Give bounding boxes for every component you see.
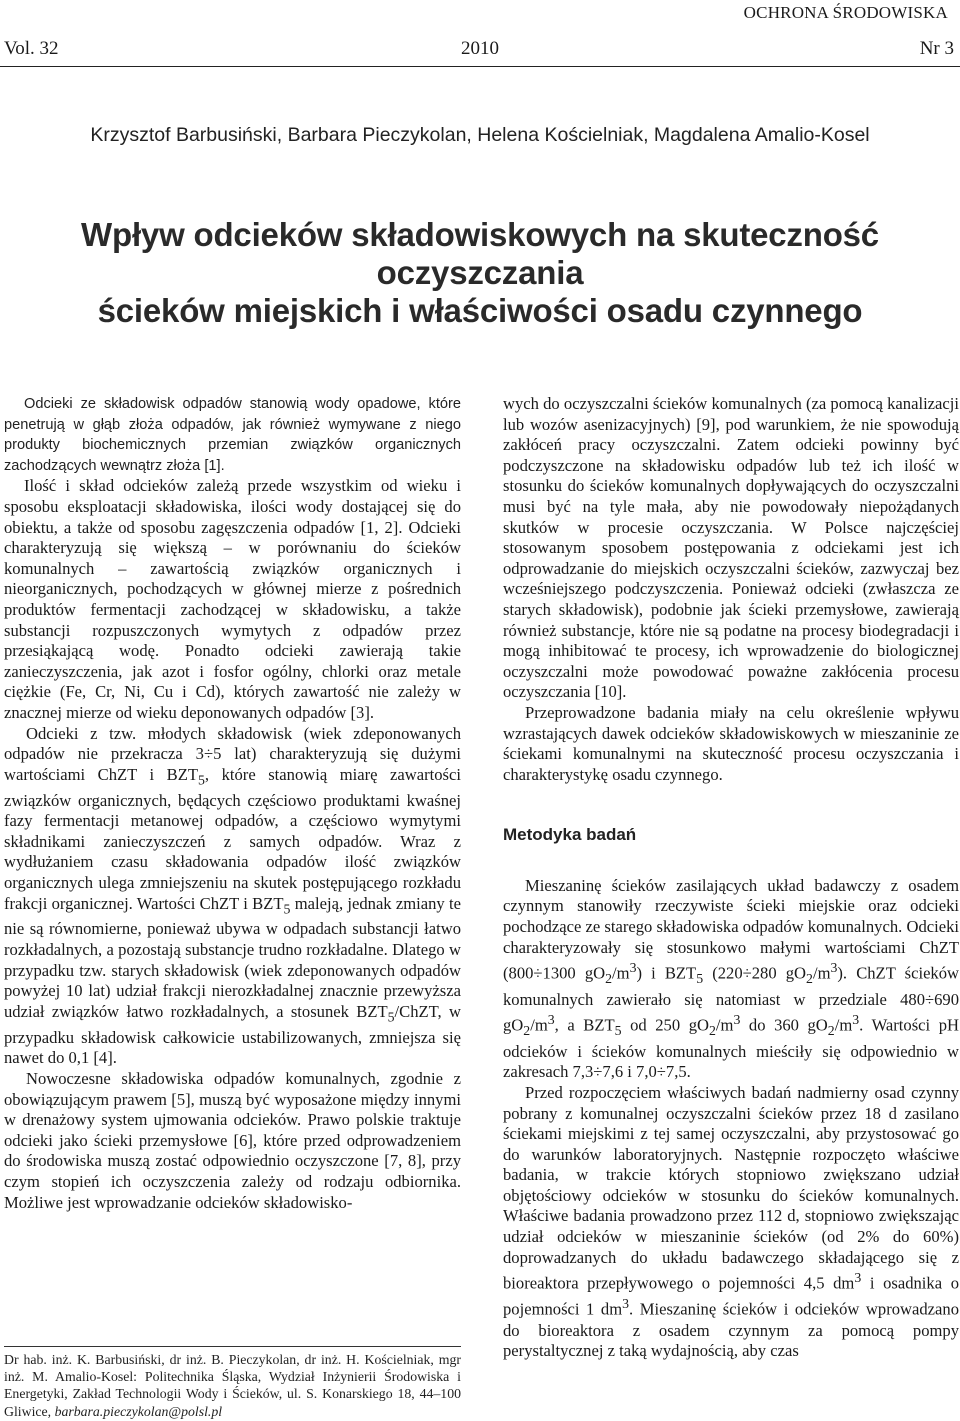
journal-name: OCHRONA ŚRODOWISKA [743,3,948,22]
section-heading: Metodyka badań [503,825,637,845]
volume-label: Vol. 32 [4,38,59,59]
paragraph: Przeprowadzone badania miały na celu określenie wpływu wzrastających dawek odcieków składowiskowych w mieszaninie ze ściekami komunalnymi na skuteczność procesu oczyszczania i charakterystykę osadu czynnego. [503,702,959,784]
year-label: 2010 [461,38,499,59]
issue-line [0,38,960,62]
issue-number: Nr 3 [919,38,954,59]
title-line-2: ścieków miejskich i właściwości osadu czynnego [97,292,863,329]
title-line-1: Wpływ odcieków składowiskowych na skuteczność oczyszczania [81,216,879,291]
paragraph: wych do oczyszczalni ścieków komunalnych (za pomocą kanalizacji lub wozów asenizacyjnych) [9], pod warunkiem, że nie spowodują zakłóceń pracy oczyszczalni. Zatem odcieki powinny być podczyszczone na składowisku odpadów lub też ich ilość w stosunku do ścieków komunalnych dopływających do oczyszczalni musi być na tyle mała, aby nie powodowały niepożądanych skutków w procesie oczyszczania. W Polsce najczęściej stosowanym sposobem postępowania z odciekami jest ich odprowadzanie do miejskich oczyszczalni ścieków, zazwyczaj bez wcześniejszego podczyszczenia. Ponieważ odcieki (zwłaszcza ze starych składowisk), podobnie jak ścieki przemysłowe, zawierają również substancje, które nie są podatne na procesy biodegradacji i mogą inhibitować te procesy, ich wprowadzenie do biologicznej oczyszczalni może powodować poważne zakłócenia procesu oczyszczania [10]. [503,394,959,702]
authors: Krzysztof Barbusiński, Barbara Pieczykolan, Helena Kościelniak, Magdalena Amalio-Kosel [90,124,870,146]
paragraph: Ilość i skład odcieków zależą przede wszystkim od wieku i sposobu eksploatacji składowiska, ilości wody dostającej się do obiektu, a także od sposobu zagęszczenia odpadów [1, 2]. Odcieki charakteryzują się większą – w porównaniu do ścieków komunalnych – zawartością związków organicznych i nieorganicznych, pochodzących w głównej mierze z pośrednich produktów fermentacji zachodzącej w składowisku, a także substancji rozpuszczonych wymytych z odpadów przez przesiąkającą wodę. Ponadto odcieki zawierają takie zanieczyszczenia, jak azot i fosfor ogólny, chlorki oraz metale ciężkie (Fe, Cr, Ni, Cu i Cd), których zawartość nie zależy w znacznej mierze od wieku deponowanych odpadów [3]. [4,476,461,722]
article-title [0,216,960,330]
paragraph: Mieszaninę ścieków zasilających układ badawczy z osadem czynnym stanowiły rzeczywiste ścieki miejskie oraz odcieki pochodzące ze starego składowiska odpadów komunalnych. Odcieki charakteryzowały się stosunkowo małymi wartościami ChZT (800÷1300 $gO_2/m^3$) i $BZT_5$ (220÷280 $gO_2/m^3$). ChZT ścieków komunalnych zawierało się natomiast w przedziale 480÷690 $gO_2/m^3$, a $BZT_5$ od 250 $gO_2/m^3$ do 360 $gO_2/m^3$. Wartości pH odcieków i ścieków komunalnych mieściły się odpowiednio w zakresach 7,3÷7,6 i 7,0÷7,5. [503,875,960,1082]
paragraph: Przed rozpoczęciem właściwych badań nadmierny osad czynny pobrany z komunalnej oczyszczalni ścieków przez 18 d zasilano ściekami miejskimi z tej samej oczyszczalni, aby przystosować go do warunków laboratoryjnych. Następnie rozpoczęto właściwe badania, w trakcie których stopniowo zwiększano udział objętościowy odcieków w stosunku do ścieków komunalnych. Właściwe badania prowadzono przez 112 d, stopniowo zwiększając udział odcieków w mieszaninie ścieków (od 2% do 60%) doprowadzanych do układu badawczego składającego się z bioreaktora przepływowego o pojemności 4,5 $dm^3$ i osadnika o pojemności 1 $dm^3$. Mieszaninę ścieków i odcieków wprowadzano do bioreaktora z osadem czynnym za pomocą pompy perystaltycznej z taką wydajnością, aby czas [503,1082,959,1361]
footnote-rule [4,1346,461,1347]
paragraph: Odcieki z tzw. młodych składowisk (wiek zdeponowanych odpadów nie przekracza 3÷5 lat) charakteryzują się dużymi wartościami ChZT i $BZT_5$, które stanowią miarę zawartości związków organicznych, będących częściowo produktami kwaśnej fazy fermentacji metanowej odpadów, a częściowo wymytymi składnikami zanieczyszczeń z samych odpadów. Wraz z wydłużaniem czasu składowania odpadów ilość związków organicznych ulega zmniejszeniu na skutek postępującego rozkładu frakcji organicznej. Wartości ChZT i $BZT_5$ maleją, jednak zmiany te nie są równomierne, ponieważ ubywa w odpadach substancji łatwo rozkładalnych, a pozostają substancje trudno rozkładalne. Dlatego w przypadku tzw. starych składowisk (wiek zdeponowanych odpadów powyżej 10 lat) udział frakcji nierozkładalnej znacznie przewyższa udział związków łatwo rozkładalnych, a stosunek $BZT_5$/ChZT, w przypadku składowisk całkowicie ustabilizowanych, zmniejsza się nawet do 0,1 [4]. [4,723,461,1068]
left-column [4,394,461,1213]
author-affiliation-footnote: Dr hab. inż. K. Barbusiński, dr inż. B. Pieczykolan, dr inż. H. Kościelniak, mgr inż. M. Amalio-Kosel: Politechnika Śląska, Wydział Inżynierii Środowiska i Energetyki, Zakład Technologii Wody i Ścieków, ul. S. Konarskiego 18, 44–100 Gliwice, barbara.pieczykolan@polsl.pl [4,1352,461,1419]
abstract-paragraph: Odcieki ze składowisk odpadów stanowią wody opadowe, które penetrują w głąb złoża odpadów, jak również wymywane z niego produkty biochemicznych przemian związków organicznych zachodzących wewnątrz złoża [1]. [4,396,461,474]
email-link[interactable]: barbara.pieczykolan@polsl.pl [54,1403,223,1419]
paragraph: Nowoczesne składowiska odpadów komunalnych, zgodnie z obowiązującym prawem [5], muszą być wyposażone między innymi w drenażowy system ujmowania odcieków. Prawo polskie traktuje odcieki jako ścieki przemysłowe [6], które przed odprowadzeniem do środowiska muszą zostać odpowiednio oczyszczone [7, 8], przy czym stopień ich oczyszczenia zależy od rodzaju odbiornika. Możliwe jest wprowadzanie odcieków składowisko- [4,1068,461,1212]
header-rule [0,66,960,67]
right-column [503,394,959,1362]
